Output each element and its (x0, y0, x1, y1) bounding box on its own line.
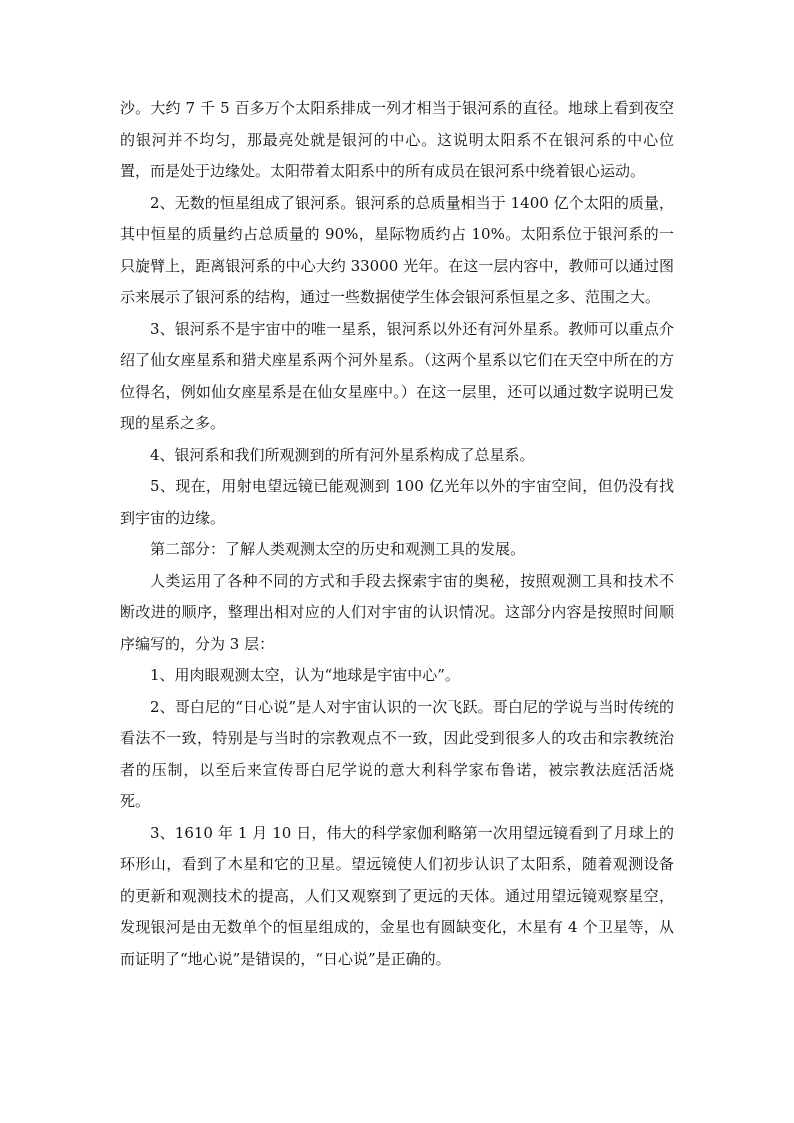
paragraph-4: 4、银河系和我们所观测到的所有河外星系构成了总星系。 (150, 445, 535, 464)
paragraph-5: 5、现在，用射电望远镜已能观测到 100 亿光年以外的宇宙空间，但仍没有找到宇宙的边缘。 (120, 477, 674, 527)
paragraph-7: 人类运用了各种不同的方式和手段去探索宇宙的奥秘，按照观测工具和技术不断改进的顺序，整理出相对应的人们对宇宙的认识情况。这部分内容是按照时间顺序编写的，分为 3 层： (120, 571, 674, 653)
paragraph-9: 2、哥白尼的“日心说”是人对宇宙认识的一次飞跃。哥白尼的学说与当时传统的看法不一致，特别是与当时的宗教观点不一致，因此受到很多人的攻击和宗教统治者的压制，以至后来宣传哥白尼学说的意大利科学家布鲁诺，被宗教法庭活活烧死。 (120, 697, 674, 810)
paragraph-1: 沙。大约 7 千 5 百多万个太阳系排成一列才相当于银河系的直径。地球上看到夜空的银河并不均匀，那最亮处就是银河的中心。这说明太阳系不在银河系的中心位置，而是处于边缘处。太阳带着太阳系中的所有成员在银河系中绕着银心运动。 (120, 99, 674, 180)
document-body (120, 93, 674, 975)
paragraph-8: 1、用肉眼观测太空，认为“地球是宇宙中心”。 (150, 666, 460, 684)
paragraph-2: 2、无数的恒星组成了银河系。银河系的总质量相当于 1400 亿个太阳的质量，其中恒星的质量约占总质量的 90%，星际物质约占 10%。太阳系位于银河系的一只旋臂上，距离银河系的中心大约 33000 光年。在这一层内容中，教师可以通过图示来展示了银河系的结构，通过一些数据使学生体会银河系恒星之多、范围之大。 (120, 193, 674, 306)
section-heading-part-two: 第二部分：了解人类观测太空的历史和观测工具的发展。 (150, 540, 526, 558)
paragraph-10: 3、1610 年 1 月 10 日，伟大的科学家伽利略第一次用望远镜看到了月球上的环形山，看到了木星和它的卫星。望远镜使人们初步认识了太阳系，随着观测设备的更新和观测技术的提高，人们又观察到了更远的天体。通过用望远镜观察星空，发现银河是由无数单个的恒星组成的，金星也有圆缺变化，木星有 4 个卫星等，从而证明了“地心说”是错误的，“日心说”是正确的。 (120, 823, 674, 968)
paragraph-3: 3、银河系不是宇宙中的唯一星系，银河系以外还有河外星系。教师可以重点介绍了仙女座星系和猎犬座星系两个河外星系。（这两个星系以它们在天空中所在的方位得名，例如仙女座星系是在仙女星座中。）在这一层里，还可以通过数字说明已发现的星系之多。 (120, 319, 674, 432)
